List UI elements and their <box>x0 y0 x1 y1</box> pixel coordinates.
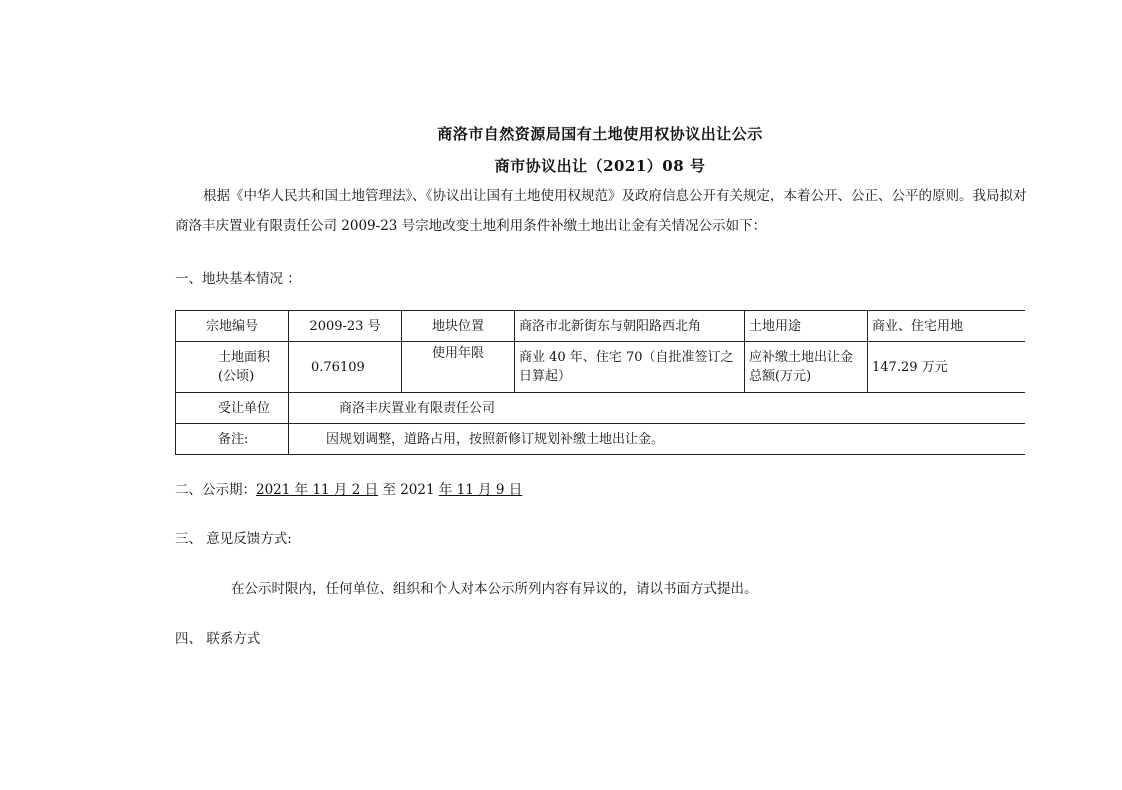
remarks-label: 备注: <box>176 424 289 455</box>
area-value: 0.76109 <box>289 342 402 393</box>
document-title: 商洛市自然资源局国有土地使用权协议出让公示 <box>437 125 763 143</box>
land-use-value: 商业、住宅用地 <box>868 311 1036 342</box>
term-value: 商业 40 年、住宅 70（自批准签订之日算起） <box>515 342 745 393</box>
table-row <box>176 342 1036 393</box>
parcel-id-value: 2009-23 号 <box>289 311 402 342</box>
assignee-value: 商洛丰庆置业有限责任公司 <box>289 393 1036 424</box>
assignee-label: 受让单位 <box>176 393 289 424</box>
publicity-prefix: 二、公示期： <box>175 482 256 498</box>
section-2-publicity-period <box>175 478 522 498</box>
section-3-body: 在公示时限内，任何单位、组织和个人对本公示所列内容有异议的，请以书面方式提出。 <box>231 581 758 597</box>
section-4-heading: 四、 联系方式 <box>175 631 261 647</box>
area-label: 土地面积(公顷) <box>176 342 289 393</box>
document-subtitle: 商市协议出让（2021）08 号 <box>494 157 706 175</box>
section-3-heading: 三、 意见反馈方式: <box>175 531 292 547</box>
publicity-end-year: 2021 <box>400 482 439 498</box>
location-label: 地块位置 <box>402 311 515 342</box>
publicity-start-date: 2021 年 11 月 2 日 <box>256 482 379 498</box>
publicity-end-date: 年 11 月 9 日 <box>438 482 523 498</box>
parcel-id-label: 宗地编号 <box>176 311 289 342</box>
table-row <box>176 311 1036 342</box>
table-right-cutoff <box>1025 300 1122 460</box>
land-use-label: 土地用途 <box>745 311 868 342</box>
table-row <box>176 424 1036 455</box>
remarks-value: 因规划调整，道路占用，按照新修订规划补缴土地出让金。 <box>289 424 1036 455</box>
location-value: 商洛市北新街东与朝阳路西北角 <box>515 311 745 342</box>
intro-paragraph: 根据《中华人民共和国土地管理法》、《协议出让国有土地使用权规范》及政府信息公开有关规定，本着公开、公正、公平的原则。我局拟对商洛丰庆置业有限责任公司 2009-23 号宗地改变土地利用条件补缴土地出让金有关情况公示如下： <box>175 188 1027 234</box>
section-1-heading: 一、地块基本情况 ： <box>175 271 301 287</box>
publicity-to: 至 <box>378 482 401 498</box>
supplement-fee-label: 应补缴土地出让金总额(万元) <box>745 342 868 393</box>
parcel-info-table <box>175 310 1036 455</box>
supplement-fee-value: 147.29 万元 <box>868 342 1036 393</box>
table-row <box>176 393 1036 424</box>
term-label: 使用年限 <box>402 342 515 393</box>
